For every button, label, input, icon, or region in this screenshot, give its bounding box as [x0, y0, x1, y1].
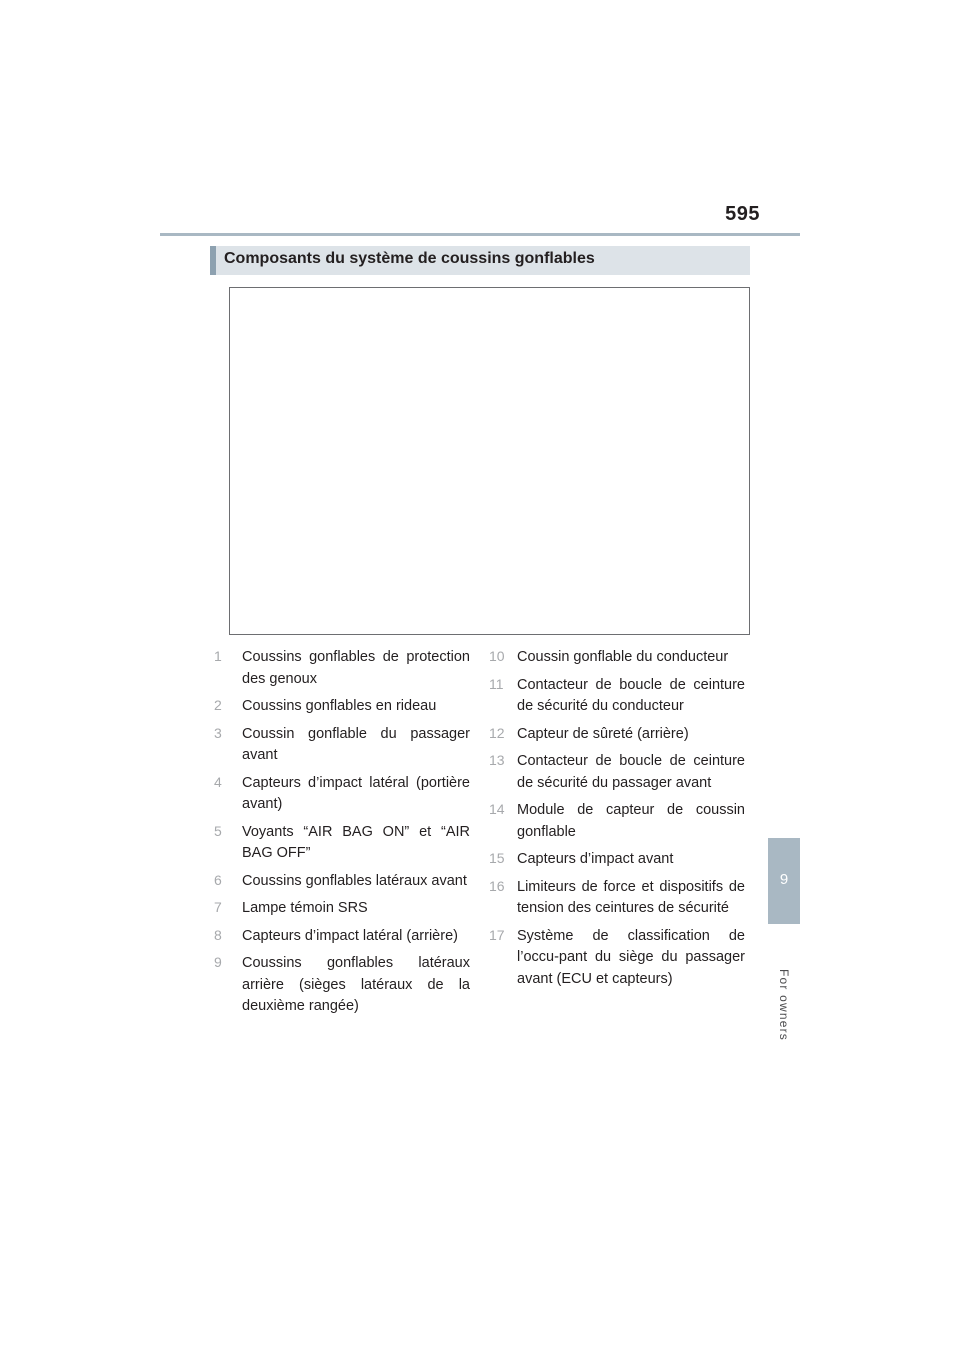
legend-number: 1: [214, 648, 222, 664]
legend-item: [214, 953, 470, 1018]
legend-item: [214, 926, 470, 948]
legend-item: [489, 926, 745, 991]
legend-item: [214, 647, 470, 690]
section-title: Composants du système de coussins gonflables: [224, 250, 595, 267]
legend-item: [489, 751, 745, 794]
legend-text: Capteurs d’impact latéral (arrière): [242, 927, 458, 944]
legend-text: Capteur de sûreté (arrière): [517, 725, 689, 742]
legend-number: 12: [489, 724, 505, 741]
chapter-label: For owners: [777, 968, 791, 1042]
legend-item: [214, 696, 470, 718]
legend-number: 17: [489, 926, 505, 943]
legend-number: 7: [214, 899, 222, 915]
legend-item: [489, 877, 745, 920]
legend-number: 4: [214, 773, 222, 790]
legend-number: 14: [489, 801, 505, 817]
legend-text: Coussins gonflables latéraux avant: [242, 872, 467, 889]
legend-text: Coussins gonflables de protection des genoux: [242, 649, 470, 687]
legend-text: Coussin gonflable du conducteur: [517, 649, 729, 665]
legend-item: [214, 822, 470, 865]
legend-text: Contacteur de boucle de ceinture de sécurité du conducteur: [517, 676, 745, 714]
chapter-number: 9: [779, 871, 789, 888]
legend-item: [489, 675, 745, 718]
legend-item: [489, 647, 745, 669]
legend-number: 11: [489, 675, 504, 692]
chapter-label-container: [764, 960, 804, 1050]
page-number: 595: [725, 203, 760, 225]
legend-number: 5: [214, 822, 222, 839]
legend-text: Coussins gonflables en rideau: [242, 698, 437, 714]
legend-number: 9: [214, 954, 222, 970]
header-rule: [160, 233, 800, 236]
legend-text: Limiteurs de force et dispositifs de tension des ceintures de sécurité: [517, 878, 745, 916]
legend-text: Capteurs d’impact latéral (portière avant): [242, 774, 470, 812]
legend-item: [214, 724, 470, 767]
airbag-components-figure: [229, 287, 750, 635]
legend-left-column: [214, 647, 470, 1024]
legend-text: Module de capteur de coussin gonflable: [517, 802, 745, 840]
legend-text: Contacteur de boucle de ceinture de sécurité du passager avant: [517, 753, 745, 791]
legend-number: 10: [489, 648, 505, 664]
legend-number: 16: [489, 877, 505, 894]
legend-number: 8: [214, 926, 222, 943]
legend-number: 15: [489, 850, 505, 866]
chapter-tab: [768, 838, 800, 924]
legend-number: 13: [489, 752, 505, 768]
legend-item: [214, 898, 470, 920]
legend-right-column: [489, 647, 745, 996]
legend-item: [489, 800, 745, 843]
legend-text: Capteurs d’impact avant: [517, 851, 674, 867]
legend-text: Lampe témoin SRS: [242, 900, 368, 916]
legend-item: [214, 871, 470, 893]
legend-item: [489, 724, 745, 746]
legend-item: [489, 849, 745, 871]
legend-number: 6: [214, 871, 222, 888]
legend-text: Coussins gonflables latéraux arrière (sièges latéraux de la deuxième rangée): [242, 955, 470, 1014]
legend-number: 3: [214, 724, 222, 741]
legend-text: Système de classification de l’occu-pant du siège du passager avant (ECU et capteurs): [517, 927, 745, 987]
section-header: [210, 246, 750, 275]
legend-text: Coussin gonflable du passager avant: [242, 725, 470, 763]
legend-item: [214, 773, 470, 816]
legend-number: 2: [214, 697, 222, 713]
legend-text: Voyants “AIR BAG ON” et “AIR BAG OFF”: [242, 823, 470, 861]
